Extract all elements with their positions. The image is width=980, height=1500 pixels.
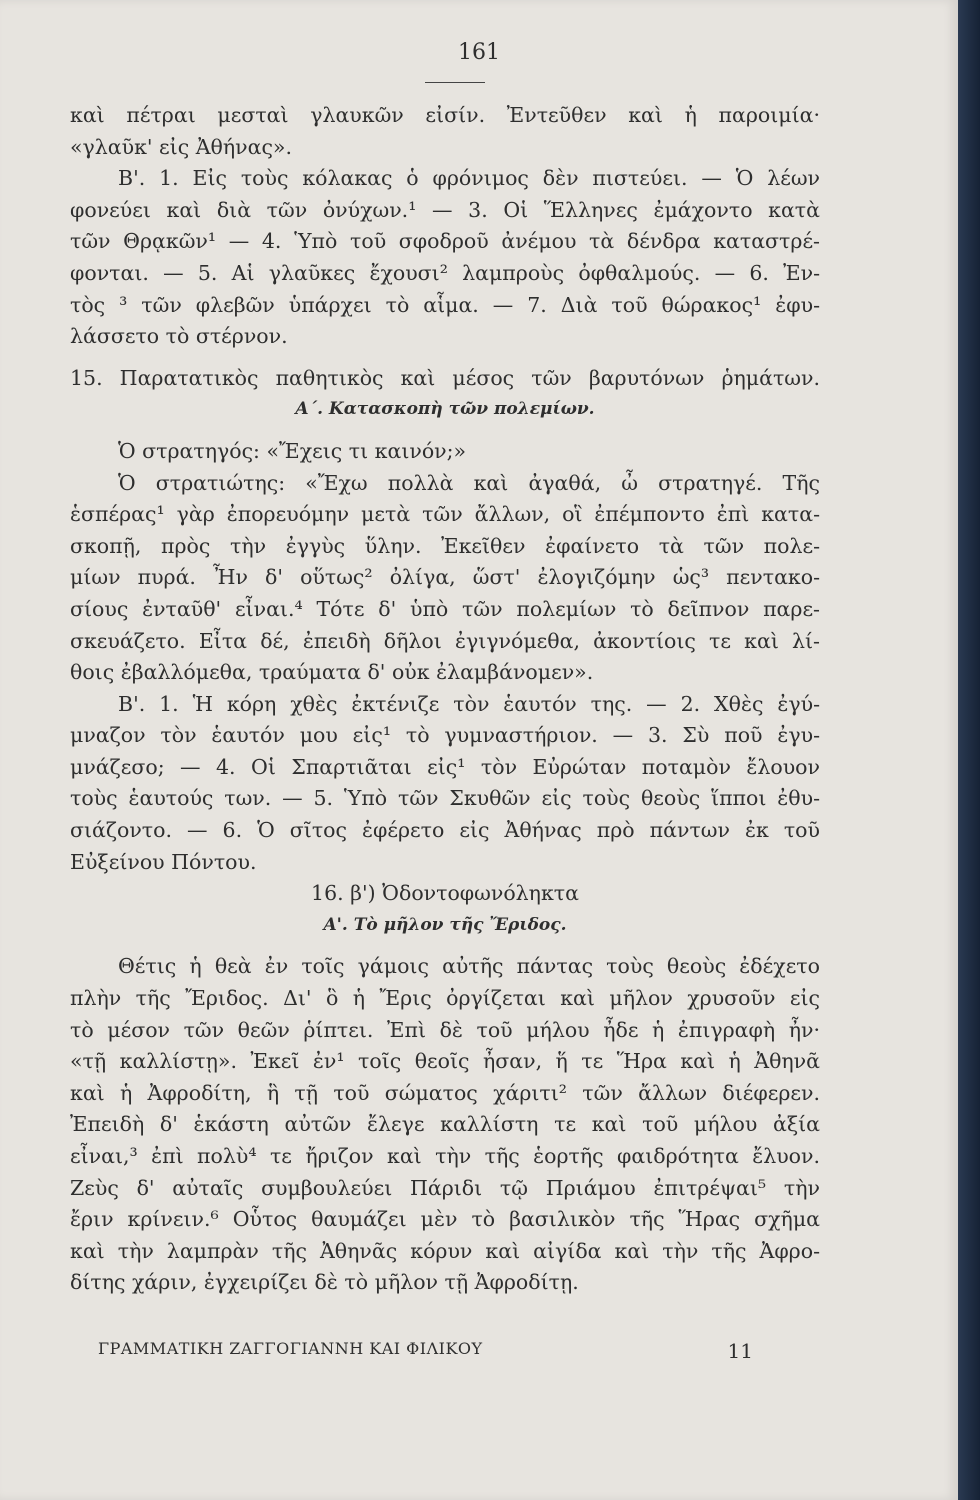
text-line: καὶ πέτραι μεσταὶ γλαυκῶν εἰσίν. Ἐντεῦθεν καὶ ἡ παροιμία· xyxy=(70,103,820,127)
text-line: σκοπῇ, πρὸς τὴν ἐγγὺς ὕλην. Ἐκεῖθεν ἐφαίνετο τὰ τῶν πολε- xyxy=(70,533,820,558)
text-line: Ἐπειδὴ δ' ἑκάστη αὐτῶν ἔλεγε καλλίστη τε καὶ τοῦ μήλου ἀξία xyxy=(70,1112,820,1137)
text-line: «τῇ καλλίστῃ». Ἐκεῖ ἐν¹ τοῖς θεοῖς ἦσαν, ἥ τε Ἥρα καὶ ἡ Ἀθηνᾶ xyxy=(70,1049,820,1074)
text-line: Ὁ στρατιώτης: «Ἔχω πολλὰ καὶ ἀγαθά, ὦ στρατηγέ. Τῆς xyxy=(118,470,820,495)
section-heading-16: 16. β') Ὀδοντοφωνόληκτα xyxy=(311,881,579,906)
text-line: λάσσετο τὸ στέρνον. xyxy=(70,324,288,349)
text-line: μίων πυρά. Ἦν δ' οὕτως² ὀλίγα, ὥστ' ἐλογιζόμην ὡς³ πεντακο- xyxy=(70,565,820,590)
text-line: φονται. — 5. Αἱ γλαῦκες ἔχουσι² λαμπροὺς ὀφθαλμούς. — 6. Ἐν- xyxy=(70,260,820,285)
text-line: σίους ἐνταῦθ' εἶναι.⁴ Τότε δ' ὑπὸ τῶν πολεμίων τὸ δεῖπνον παρε- xyxy=(70,596,820,621)
text-line: τὸ μέσον τῶν θεῶν ῥίπτει. Ἐπὶ δὲ τοῦ μήλου ἦδε ἡ ἐπιγραφὴ ἦν· xyxy=(70,1017,820,1042)
page-number-rule xyxy=(425,82,485,83)
page-text xyxy=(70,100,820,1299)
signature-number: 11 xyxy=(727,1339,753,1363)
text-line: σκευάζετο. Εἶτα δέ, ἐπειδὴ δῆλοι ἐγιγνόμεθα, ἀκοντίοις τε καὶ λί- xyxy=(70,628,820,653)
text-line: καὶ ἡ Ἀφροδίτη, ἣ τῇ τοῦ σώματος χάριτι² τῶν ἄλλων διέφερεν. xyxy=(70,1080,820,1105)
section-heading-15: 15. Παρατατικὸς παθητικὸς καὶ μέσος τῶν βαρυτόνων ῥημάτων. xyxy=(70,365,820,390)
text-line: μναζον τὸν ἑαυτόν μου εἰς¹ τὸ γυμναστήριον. — 3. Σὺ ποῦ ἐγυ- xyxy=(70,723,820,748)
text-line: Ζεὺς δ' αὐταῖς συμβουλεύει Πάριδι τῷ Πριάμου ἐπιτρέψαι⁵ τὴν xyxy=(70,1175,820,1200)
page-number: 161 xyxy=(458,40,500,65)
text-line: Θέτις ἡ θεὰ ἐν τοῖς γάμοις αὐτῆς πάντας τοὺς θεοὺς ἐδέχετο xyxy=(118,954,820,979)
text-line: Β'. 1. Εἰς τοὺς κόλακας ὁ φρόνιμος δὲν πιστεύει. — Ὁ λέων xyxy=(118,166,820,191)
text-line: τὸς ³ τῶν φλεβῶν ὑπάρχει τὸ αἷμα. — 7. Διὰ τοῦ θώρακος¹ ἐφυ- xyxy=(70,292,820,317)
text-line: δίτης χάριν, ἐγχειρίζει δὲ τὸ μῆλον τῇ Ἀφροδίτῃ. xyxy=(70,1270,579,1295)
text-line: φονεύει καὶ διὰ τῶν ὀνύχων.¹ — 3. Οἱ Ἕλληνες ἐμάχοντο κατὰ xyxy=(70,197,820,222)
text-line: τῶν Θρᾳκῶν¹ — 4. Ὑπὸ τοῦ σφοδροῦ ἀνέμου τὰ δένδρα καταστρέ- xyxy=(70,229,820,254)
page-edge xyxy=(958,0,980,1500)
text-line: θοις ἐβαλλόμεθα, τραύματα δ' οὐκ ἐλαμβάνομεν». xyxy=(70,660,594,685)
footer-title: ΓΡΑΜΜΑΤΙΚΗ ΖΑΓΓΟΓΙΑΝΝΗ ΚΑΙ ΦΙΛΙΚΟΥ xyxy=(98,1339,483,1358)
text-line: τοὺς ἑαυτούς των. — 5. Ὑπὸ τῶν Σκυθῶν εἰς τοὺς θεοὺς ἵπποι ἐθυ- xyxy=(70,786,820,811)
text-line: εἶναι,³ ἐπὶ πολὺ⁴ τε ἤριζον καὶ τὴν τῆς ἑορτῆς φαιδρότητα ἔλυον. xyxy=(70,1144,820,1168)
text-line: Β'. 1. Ἡ κόρη χθὲς ἐκτένιζε τὸν ἑαυτόν της. — 2. Χθὲς ἐγύ- xyxy=(118,691,820,716)
subsection-heading: Α'. Τὸ μῆλον τῆς Ἔριδος. xyxy=(323,914,567,935)
text-line: ἔριν κρίνειν.⁶ Οὗτος θαυμάζει μὲν τὸ βασιλικὸν τῆς Ἥρας σχῆμα xyxy=(70,1207,820,1232)
text-line: «γλαῦκ' εἰς Ἀθήνας». xyxy=(70,134,292,159)
text-line: μνάζεσο; — 4. Οἱ Σπαρτιᾶται εἰς¹ τὸν Εὐρώταν ποταμὸν ἔλουον xyxy=(70,754,820,779)
subsection-heading: Α΄. Κατασκοπὴ τῶν πολεμίων. xyxy=(295,399,595,420)
page-footer xyxy=(98,1339,753,1363)
text-line: Εὐξείνου Πόντου. xyxy=(70,849,257,874)
text-line: καὶ τὴν λαμπρὰν τῆς Ἀθηνᾶς κόρυν καὶ αἰγίδα καὶ τὴν τῆς Ἀφρο- xyxy=(70,1238,820,1263)
text-line: πλὴν τῆς Ἔριδος. Δι' ὃ ἡ Ἔρις ὀργίζεται καὶ μῆλον χρυσοῦν εἰς xyxy=(70,986,820,1011)
text-line: σιάζοντο. — 6. Ὁ σῖτος ἐφέρετο εἰς Ἀθήνας πρὸ πάντων ἐκ τοῦ xyxy=(70,818,820,843)
text-line: Ὁ στρατηγός: «Ἔχεις τι καινόν;» xyxy=(118,438,467,463)
text-line: ἑσπέρας¹ γὰρ ἐπορευόμην μετὰ τῶν ἄλλων, οἳ ἐπέμποντο ἐπὶ κατα- xyxy=(70,502,820,527)
